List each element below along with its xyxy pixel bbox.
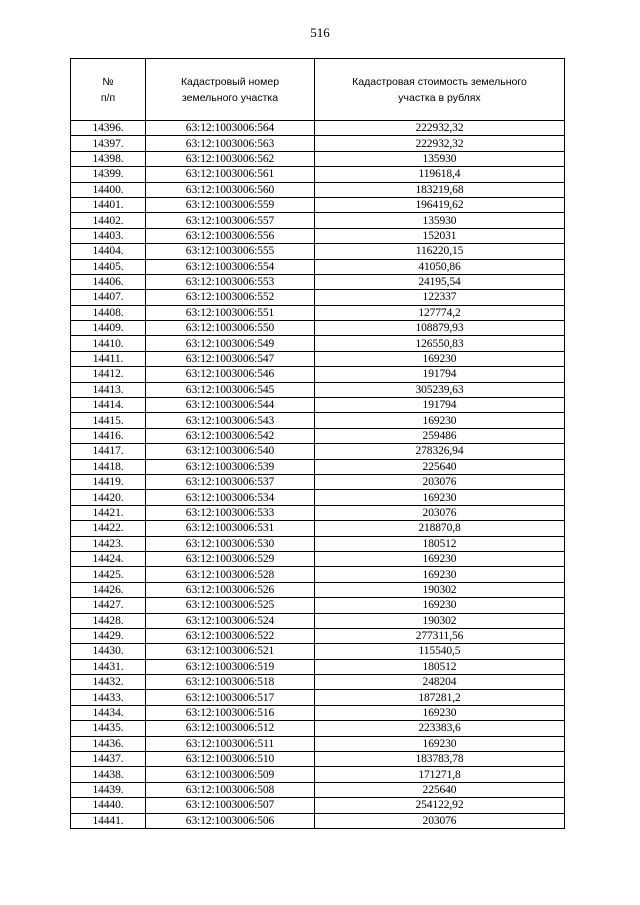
- table-header: [71, 59, 565, 121]
- cell-cadastral-number: 63:12:1003006:521: [146, 644, 315, 659]
- cell-cadastral-cost: 225640: [315, 782, 565, 797]
- cell-row-number: 14413.: [71, 382, 146, 397]
- table-row: [71, 736, 565, 751]
- cell-cadastral-cost: 116220,15: [315, 244, 565, 259]
- cell-row-number: 14415.: [71, 413, 146, 428]
- table-row: [71, 598, 565, 613]
- cell-cadastral-cost: 135930: [315, 213, 565, 228]
- cell-cadastral-cost: 41050,86: [315, 259, 565, 274]
- table-row: [71, 690, 565, 705]
- cell-row-number: 14418.: [71, 459, 146, 474]
- table-row: [71, 398, 565, 413]
- cell-cadastral-number: 63:12:1003006:540: [146, 444, 315, 459]
- cell-row-number: 14417.: [71, 444, 146, 459]
- cell-cadastral-number: 63:12:1003006:522: [146, 628, 315, 643]
- cell-cadastral-number: 63:12:1003006:546: [146, 367, 315, 382]
- cell-row-number: 14439.: [71, 782, 146, 797]
- cell-cadastral-cost: 169230: [315, 567, 565, 582]
- cell-cadastral-cost: 218870,8: [315, 521, 565, 536]
- header-no: [71, 59, 146, 121]
- cell-cadastral-number: 63:12:1003006:509: [146, 767, 315, 782]
- cell-cadastral-number: 63:12:1003006:560: [146, 182, 315, 197]
- table-row: [71, 767, 565, 782]
- cell-cadastral-number: 63:12:1003006:561: [146, 167, 315, 182]
- cell-row-number: 14433.: [71, 690, 146, 705]
- cell-cadastral-cost: 183219,68: [315, 182, 565, 197]
- cell-row-number: 14426.: [71, 582, 146, 597]
- cell-cadastral-cost: 277311,56: [315, 628, 565, 643]
- cell-row-number: 14402.: [71, 213, 146, 228]
- cell-row-number: 14403.: [71, 228, 146, 243]
- cell-row-number: 14406.: [71, 274, 146, 289]
- table-row: [71, 121, 565, 136]
- cell-cadastral-number: 63:12:1003006:557: [146, 213, 315, 228]
- table-row: [71, 567, 565, 582]
- cell-row-number: 14429.: [71, 628, 146, 643]
- header-cadastral-number-text: Кадастровый номер земельного участка: [180, 75, 280, 104]
- header-cadastral-cost-text: Кадастровая стоимость земельного участка в рублях: [352, 75, 527, 104]
- table-row: [71, 305, 565, 320]
- cell-cadastral-cost: 223383,6: [315, 721, 565, 736]
- cell-row-number: 14423.: [71, 536, 146, 551]
- cell-row-number: 14409.: [71, 321, 146, 336]
- cell-row-number: 14419.: [71, 474, 146, 489]
- header-cadastral-number: [146, 59, 315, 121]
- cell-cadastral-cost: 108879,93: [315, 321, 565, 336]
- table-row: [71, 197, 565, 212]
- table-row: [71, 721, 565, 736]
- table-row: [71, 228, 565, 243]
- cell-cadastral-cost: 222932,32: [315, 121, 565, 136]
- table-row: [71, 274, 565, 289]
- page-number: 516: [310, 25, 330, 40]
- table-row: [71, 752, 565, 767]
- table-row: [71, 413, 565, 428]
- table-row: [71, 582, 565, 597]
- cell-cadastral-number: 63:12:1003006:507: [146, 798, 315, 813]
- table-row: [71, 367, 565, 382]
- cell-cadastral-number: 63:12:1003006:512: [146, 721, 315, 736]
- table-row: [71, 459, 565, 474]
- cell-cadastral-cost: 169230: [315, 351, 565, 366]
- cell-cadastral-number: 63:12:1003006:555: [146, 244, 315, 259]
- cell-row-number: 14410.: [71, 336, 146, 351]
- cell-row-number: 14431.: [71, 659, 146, 674]
- cell-cadastral-cost: 180512: [315, 536, 565, 551]
- cell-cadastral-cost: 191794: [315, 398, 565, 413]
- cell-cadastral-cost: 169230: [315, 490, 565, 505]
- table-row: [71, 336, 565, 351]
- cell-row-number: 14441.: [71, 813, 146, 828]
- table-row: [71, 136, 565, 151]
- table-row: [71, 628, 565, 643]
- cell-cadastral-cost: 225640: [315, 459, 565, 474]
- cell-cadastral-cost: 203076: [315, 505, 565, 520]
- cell-row-number: 14430.: [71, 644, 146, 659]
- cell-cadastral-number: 63:12:1003006:563: [146, 136, 315, 151]
- cell-cadastral-number: 63:12:1003006:534: [146, 490, 315, 505]
- table-row: [71, 782, 565, 797]
- table-row: [71, 213, 565, 228]
- cell-row-number: 14405.: [71, 259, 146, 274]
- cell-cadastral-number: 63:12:1003006:529: [146, 551, 315, 566]
- cell-cadastral-cost: 119618,4: [315, 167, 565, 182]
- table-row: [71, 521, 565, 536]
- table-row: [71, 813, 565, 828]
- cell-cadastral-number: 63:12:1003006:524: [146, 613, 315, 628]
- cell-row-number: 14440.: [71, 798, 146, 813]
- cell-cadastral-cost: 122337: [315, 290, 565, 305]
- cell-row-number: 14411.: [71, 351, 146, 366]
- cell-cadastral-number: 63:12:1003006:554: [146, 259, 315, 274]
- header-cadastral-cost: [315, 59, 565, 121]
- cell-cadastral-number: 63:12:1003006:543: [146, 413, 315, 428]
- table-row: [71, 151, 565, 166]
- cell-cadastral-cost: 191794: [315, 367, 565, 382]
- cell-cadastral-number: 63:12:1003006:545: [146, 382, 315, 397]
- cell-cadastral-cost: 127774,2: [315, 305, 565, 320]
- cell-cadastral-number: 63:12:1003006:516: [146, 705, 315, 720]
- cell-cadastral-cost: 203076: [315, 813, 565, 828]
- table-row: [71, 490, 565, 505]
- cell-cadastral-number: 63:12:1003006:510: [146, 752, 315, 767]
- table-row: [71, 705, 565, 720]
- cell-cadastral-number: 63:12:1003006:537: [146, 474, 315, 489]
- cell-cadastral-number: 63:12:1003006:544: [146, 398, 315, 413]
- cell-cadastral-cost: 190302: [315, 613, 565, 628]
- cell-cadastral-cost: 115540,5: [315, 644, 565, 659]
- table-body: [71, 121, 565, 829]
- cell-cadastral-cost: 169230: [315, 598, 565, 613]
- cell-cadastral-number: 63:12:1003006:551: [146, 305, 315, 320]
- cell-cadastral-cost: 152031: [315, 228, 565, 243]
- cell-row-number: 14416.: [71, 428, 146, 443]
- table-row: [71, 321, 565, 336]
- header-no-text: № п/п: [100, 75, 116, 104]
- table-row: [71, 290, 565, 305]
- cell-row-number: 14400.: [71, 182, 146, 197]
- cell-row-number: 14408.: [71, 305, 146, 320]
- cell-row-number: 14425.: [71, 567, 146, 582]
- cell-row-number: 14407.: [71, 290, 146, 305]
- table-row: [71, 444, 565, 459]
- cell-cadastral-number: 63:12:1003006:526: [146, 582, 315, 597]
- cell-cadastral-cost: 135930: [315, 151, 565, 166]
- cell-cadastral-number: 63:12:1003006:547: [146, 351, 315, 366]
- table-row: [71, 474, 565, 489]
- table-row: [71, 505, 565, 520]
- cell-cadastral-number: 63:12:1003006:508: [146, 782, 315, 797]
- cell-row-number: 14428.: [71, 613, 146, 628]
- cell-cadastral-number: 63:12:1003006:564: [146, 121, 315, 136]
- cell-row-number: 14427.: [71, 598, 146, 613]
- cell-row-number: 14437.: [71, 752, 146, 767]
- table-row: [71, 382, 565, 397]
- cell-row-number: 14414.: [71, 398, 146, 413]
- cell-cadastral-cost: 190302: [315, 582, 565, 597]
- cell-cadastral-cost: 169230: [315, 551, 565, 566]
- cell-row-number: 14421.: [71, 505, 146, 520]
- table-row: [71, 351, 565, 366]
- cell-row-number: 14424.: [71, 551, 146, 566]
- table-row: [71, 644, 565, 659]
- cell-row-number: 14396.: [71, 121, 146, 136]
- cell-row-number: 14438.: [71, 767, 146, 782]
- table-row: [71, 659, 565, 674]
- cell-cadastral-cost: 203076: [315, 474, 565, 489]
- cell-cadastral-cost: 180512: [315, 659, 565, 674]
- cell-cadastral-number: 63:12:1003006:528: [146, 567, 315, 582]
- cell-cadastral-number: 63:12:1003006:539: [146, 459, 315, 474]
- cell-cadastral-number: 63:12:1003006:550: [146, 321, 315, 336]
- cell-cadastral-number: 63:12:1003006:556: [146, 228, 315, 243]
- cell-cadastral-cost: 254122,92: [315, 798, 565, 813]
- header-row: [71, 59, 565, 121]
- table-row: [71, 428, 565, 443]
- cell-row-number: 14435.: [71, 721, 146, 736]
- cell-row-number: 14398.: [71, 151, 146, 166]
- cell-cadastral-cost: 183783,78: [315, 752, 565, 767]
- cell-cadastral-number: 63:12:1003006:519: [146, 659, 315, 674]
- table-row: [71, 551, 565, 566]
- cell-cadastral-number: 63:12:1003006:553: [146, 274, 315, 289]
- table-row: [71, 244, 565, 259]
- table-row: [71, 613, 565, 628]
- table-row: [71, 182, 565, 197]
- cell-row-number: 14412.: [71, 367, 146, 382]
- cell-cadastral-cost: 126550,83: [315, 336, 565, 351]
- cell-cadastral-cost: 278326,94: [315, 444, 565, 459]
- cell-cadastral-number: 63:12:1003006:531: [146, 521, 315, 536]
- cell-cadastral-number: 63:12:1003006:511: [146, 736, 315, 751]
- cell-row-number: 14434.: [71, 705, 146, 720]
- cell-cadastral-number: 63:12:1003006:530: [146, 536, 315, 551]
- cell-cadastral-number: 63:12:1003006:518: [146, 675, 315, 690]
- table-row: [71, 536, 565, 551]
- cell-cadastral-cost: 259486: [315, 428, 565, 443]
- cell-cadastral-cost: 187281,2: [315, 690, 565, 705]
- cell-cadastral-cost: 171271,8: [315, 767, 565, 782]
- cell-cadastral-number: 63:12:1003006:562: [146, 151, 315, 166]
- cell-cadastral-cost: 24195,54: [315, 274, 565, 289]
- cell-row-number: 14401.: [71, 197, 146, 212]
- cell-cadastral-number: 63:12:1003006:559: [146, 197, 315, 212]
- cell-row-number: 14404.: [71, 244, 146, 259]
- cell-cadastral-number: 63:12:1003006:533: [146, 505, 315, 520]
- table-row: [71, 259, 565, 274]
- cell-row-number: 14397.: [71, 136, 146, 151]
- table-row: [71, 167, 565, 182]
- cell-cadastral-number: 63:12:1003006:517: [146, 690, 315, 705]
- cell-row-number: 14422.: [71, 521, 146, 536]
- cell-cadastral-cost: 169230: [315, 736, 565, 751]
- cell-cadastral-cost: 305239,63: [315, 382, 565, 397]
- cell-cadastral-cost: 222932,32: [315, 136, 565, 151]
- cell-cadastral-cost: 196419,62: [315, 197, 565, 212]
- cell-row-number: 14436.: [71, 736, 146, 751]
- table-row: [71, 675, 565, 690]
- table-row: [71, 798, 565, 813]
- cell-cadastral-cost: 248204: [315, 675, 565, 690]
- cell-cadastral-cost: 169230: [315, 413, 565, 428]
- cadastre-table: [70, 58, 565, 829]
- cell-cadastral-number: 63:12:1003006:525: [146, 598, 315, 613]
- cell-cadastral-number: 63:12:1003006:552: [146, 290, 315, 305]
- cell-cadastral-cost: 169230: [315, 705, 565, 720]
- cell-row-number: 14432.: [71, 675, 146, 690]
- cell-cadastral-number: 63:12:1003006:549: [146, 336, 315, 351]
- cell-cadastral-number: 63:12:1003006:542: [146, 428, 315, 443]
- cell-cadastral-number: 63:12:1003006:506: [146, 813, 315, 828]
- cell-row-number: 14399.: [71, 167, 146, 182]
- cell-row-number: 14420.: [71, 490, 146, 505]
